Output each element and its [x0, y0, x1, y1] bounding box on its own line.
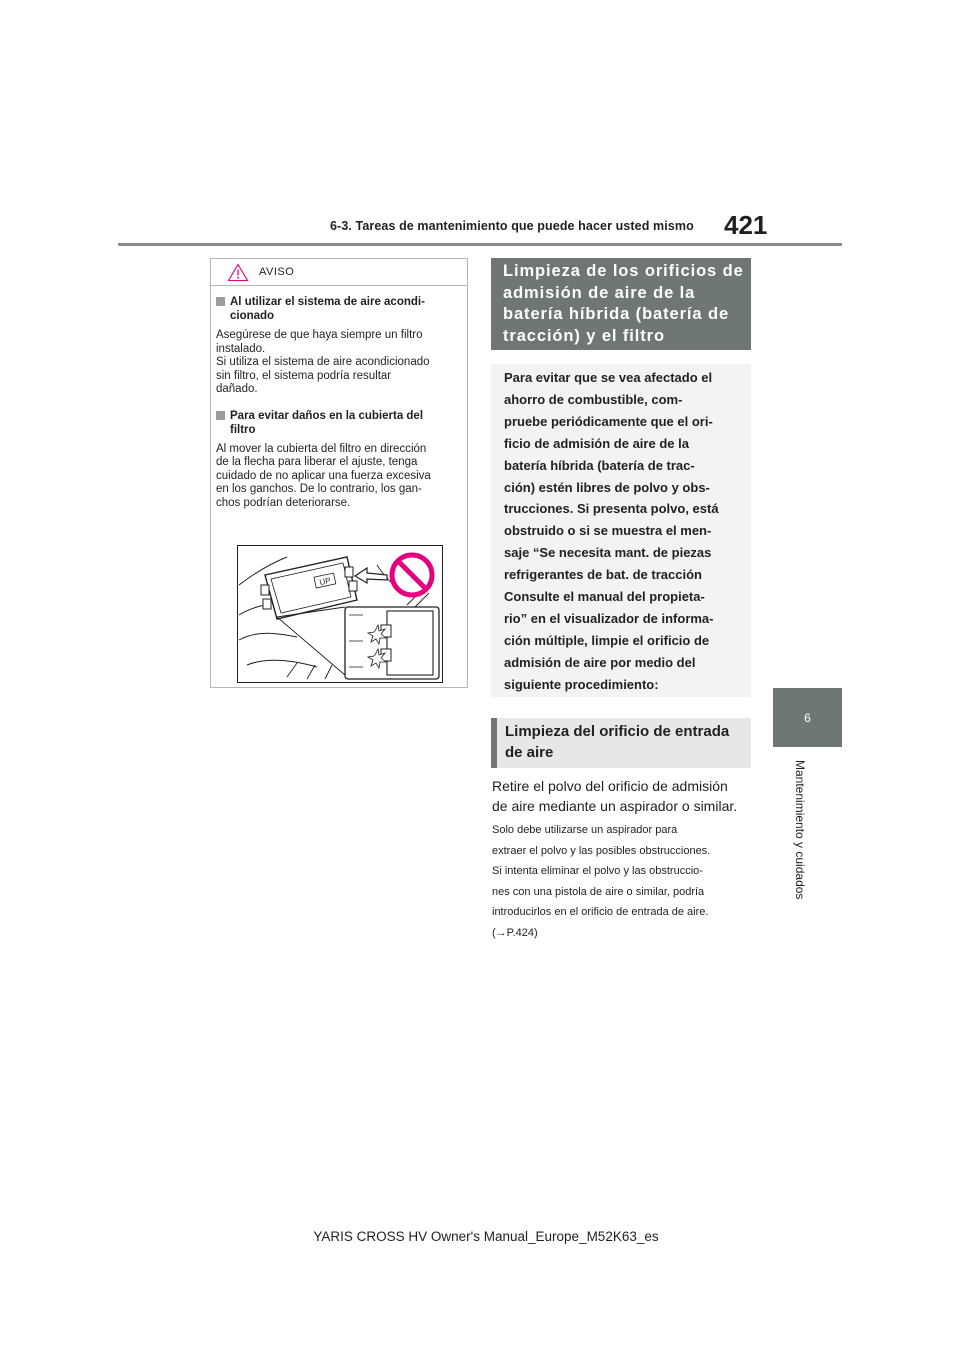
warning-item-heading-text: Al utilizar el sistema de aire acondi- cionado — [230, 296, 425, 322]
warning-triangle-icon — [227, 263, 249, 282]
warning-body — [216, 295, 462, 522]
intro-text: Para evitar que se vea afectado el ahorro de combustible, com- pruebe periódicamente que el ori- ficio de admisión de aire de la batería híbrida (batería de trac- ción) estén libres de polvo y obs- trucciones. Si presenta polvo, está obstruido o si se muestra el men- saje “Se necesita mant. de piezas refrigerantes de bat. de tracción Consulte el manual del propieta- rio” en el visualizador de informa- ción múltiple, limpie el orificio de admisión de aire por medio del siguiente procedimiento: — [504, 370, 719, 692]
filter-cover-illustration — [237, 545, 443, 683]
step-note: Solo debe utilizarse un aspirador para extraer el polvo y las posibles obstrucciones. Si intenta eliminar el polvo y las obstruccio- nes con una pistola de aire o similar, podría introducirlos en el orificio de entrada de aire. (→P.424) — [492, 824, 711, 939]
chapter-label-container — [793, 760, 813, 920]
warning-label: AVISO — [259, 266, 295, 278]
subheading-title: Limpieza del orificio de entrada de aire — [505, 723, 730, 761]
section-banner — [491, 258, 751, 350]
warning-item-text: Asegúrese de que haya siempre un filtro instalado. Si utiliza el sistema de aire acondicionado sin filtro, el sistema podría resultar dañado. — [216, 329, 430, 395]
header-rule — [118, 243, 842, 246]
warning-item-heading-text: Para evitar daños en la cubierta del filtro — [230, 409, 424, 436]
footer-text: YARIS CROSS HV Owner's Manual_Europe_M52K63_es — [313, 1229, 659, 1244]
section-banner-title: Limpieza de los orificios de admisión de aire de la batería híbrida (batería de tracción) y el filtro — [503, 262, 744, 345]
up-label: UP — [318, 575, 332, 588]
warning-box — [210, 258, 468, 688]
bullet-square-icon — [216, 297, 225, 306]
prohibition-icon — [392, 555, 432, 595]
chapter-label: Mantenimiento y cuidados — [793, 760, 807, 900]
intro-box — [491, 364, 751, 697]
warning-header — [211, 259, 467, 286]
step-text: Retire el polvo del orificio de admisión de aire mediante un aspirador o similar. — [492, 778, 738, 814]
warning-item-heading — [216, 295, 462, 323]
bullet-square-icon — [216, 411, 225, 420]
warning-item-text: Al mover la cubierta del filtro en dirección de la flecha para liberar el ajuste, tenga cuidado de no aplicar una fuerza excesiva en los ganchos. De lo contrario, los gan- chos podrían deteriorarse. — [216, 442, 431, 509]
section-title: 6-3. Tareas de mantenimiento que puede hacer usted mismo — [330, 219, 694, 233]
chapter-tab[interactable] — [773, 688, 842, 747]
page-number: 421 — [724, 210, 768, 240]
chapter-number: 6 — [804, 710, 811, 725]
subheading-box — [491, 718, 751, 768]
warning-item-heading — [216, 409, 462, 437]
